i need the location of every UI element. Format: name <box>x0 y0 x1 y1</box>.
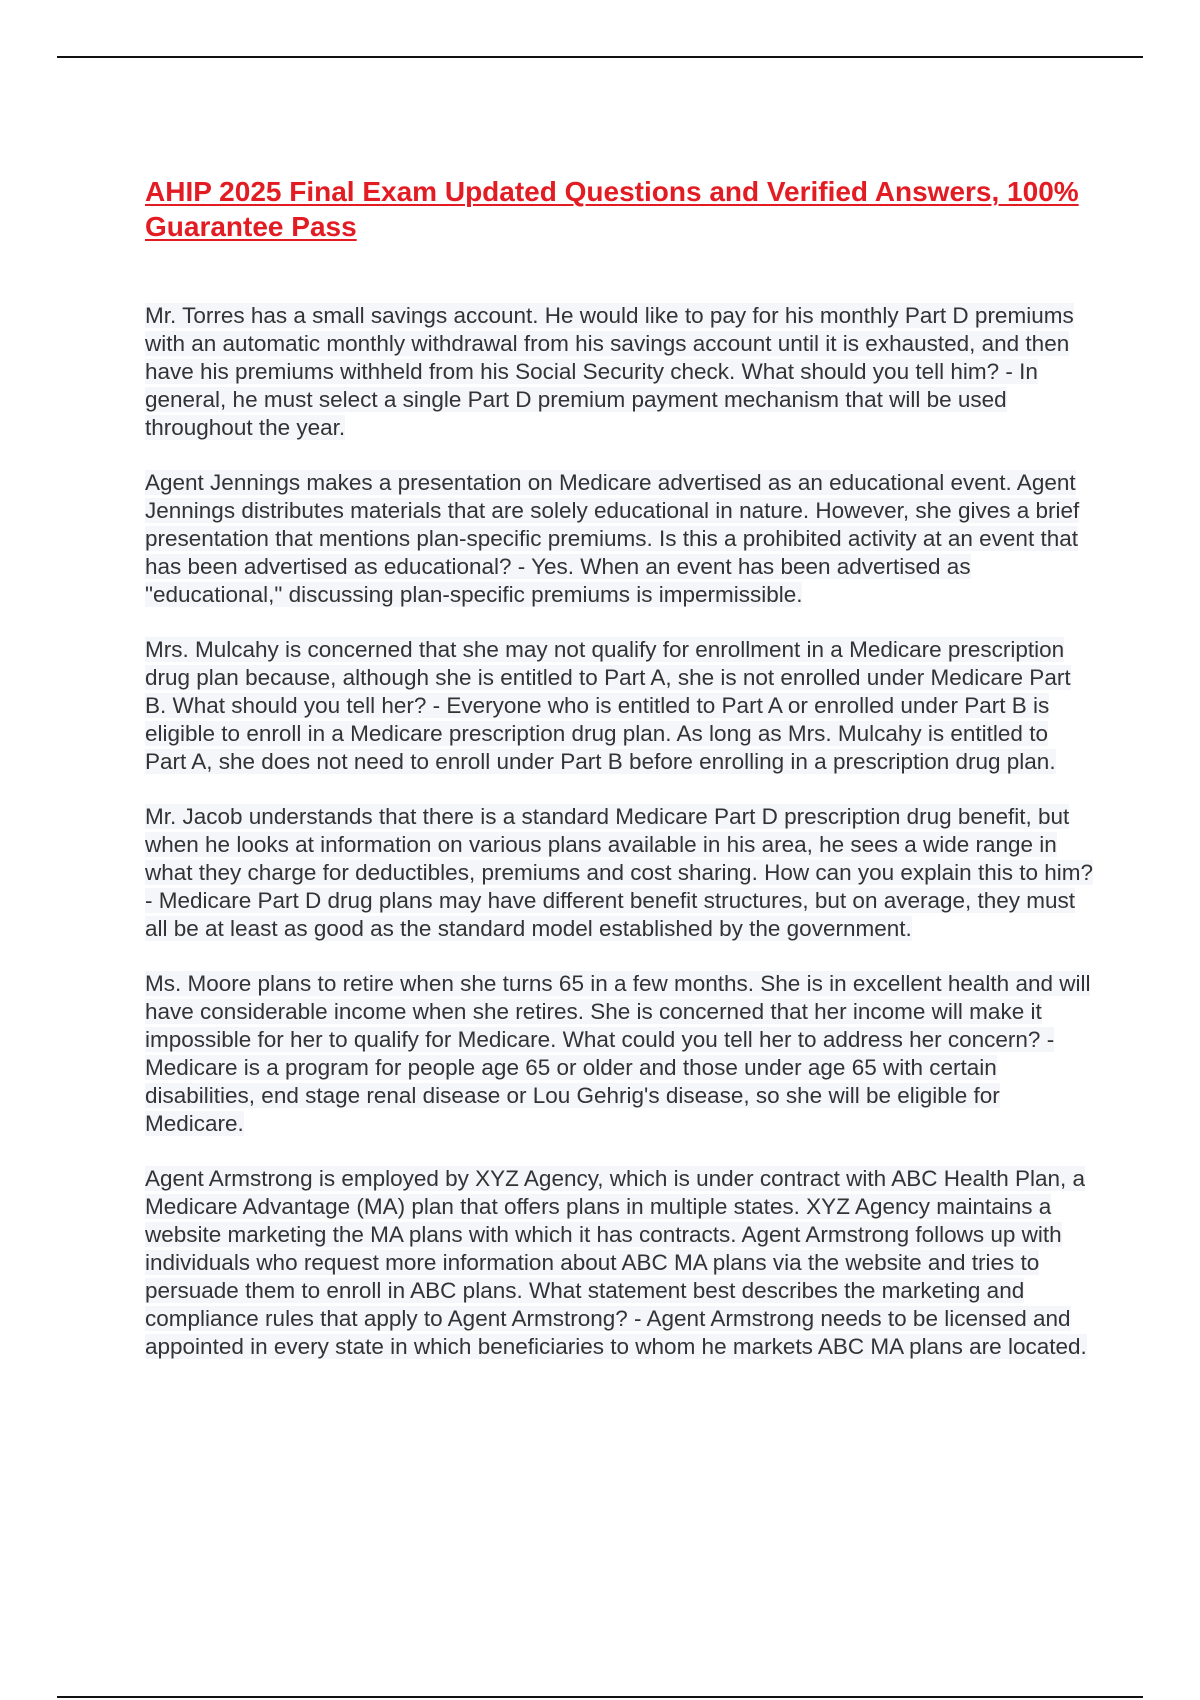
qa-item <box>145 970 1095 1138</box>
bottom-horizontal-rule <box>57 1696 1143 1698</box>
qa-item-text: Ms. Moore plans to retire when she turns 65 in a few months. She is in excellent health and will have considerable income when she retires. She is concerned that her income will make it impossible for her to qualify for Medicare. What could you tell her to address her concern? - Medicare is a program for people age 65 or older and those under age 65 with certain disabilities, end stage renal disease or Lou Gehrig's disease, so she will be eligible for Medicare. <box>145 971 1091 1136</box>
qa-item <box>145 803 1095 943</box>
document-body <box>145 174 1095 1388</box>
qa-item-text: Agent Jennings makes a presentation on Medicare advertised as an educational event. Agent Jennings distributes materials that are solely educational in nature. However, she gives a brief presentation that mentions plan-specific premiums. Is this a prohibited activity at an event that has been advertised as educational? - Yes. When an event has been advertised as "educational," discussing plan-specific premiums is impermissible. <box>145 470 1080 607</box>
qa-item <box>145 1165 1095 1361</box>
qa-item-text: Mr. Jacob understands that there is a standard Medicare Part D prescription drug benefit, but when he looks at information on various plans available in his area, he sees a wide range in what they charge for deductibles, premiums and cost sharing. How can you explain this to him? - Medicare Part D drug plans may have different benefit structures, but on average, they must all be at least as good as the standard model established by the government. <box>145 804 1093 941</box>
qa-item-text: Agent Armstrong is employed by XYZ Agency, which is under contract with ABC Health Plan, a Medicare Advantage (MA) plan that offers plans in multiple states. XYZ Agency maintains a website marketing the MA plans with which it has contracts. Agent Armstrong follows up with individuals who request more information about ABC MA plans via the website and tries to persuade them to enroll in ABC plans. What statement best describes the marketing and compliance rules that apply to Agent Armstrong? - Agent Armstrong needs to be licensed and appointed in every state in which beneficiaries to whom he markets ABC MA plans are located. <box>145 1166 1087 1359</box>
document-title: AHIP 2025 Final Exam Updated Questions and Verified Answers, 100% Guarantee Pass <box>145 176 1079 242</box>
qa-item <box>145 469 1095 609</box>
qa-item <box>145 636 1095 776</box>
qa-item-text: Mrs. Mulcahy is concerned that she may not qualify for enrollment in a Medicare prescription drug plan because, although she is entitled to Part A, she is not enrolled under Medicare Part B. What should you tell her? - Everyone who is entitled to Part A or enrolled under Part B is eligible to enroll in a Medicare prescription drug plan. As long as Mrs. Mulcahy is entitled to Part A, she does not need to enroll under Part B before enrolling in a prescription drug plan. <box>145 637 1071 774</box>
qa-item-text: Mr. Torres has a small savings account. He would like to pay for his monthly Part D premiums with an automatic monthly withdrawal from his savings account until it is exhausted, and then have his premiums withheld from his Social Security check. What should you tell him? - In general, he must select a single Part D premium payment mechanism that will be used throughout the year. <box>145 303 1074 440</box>
qa-item <box>145 302 1095 442</box>
top-horizontal-rule <box>57 56 1143 58</box>
